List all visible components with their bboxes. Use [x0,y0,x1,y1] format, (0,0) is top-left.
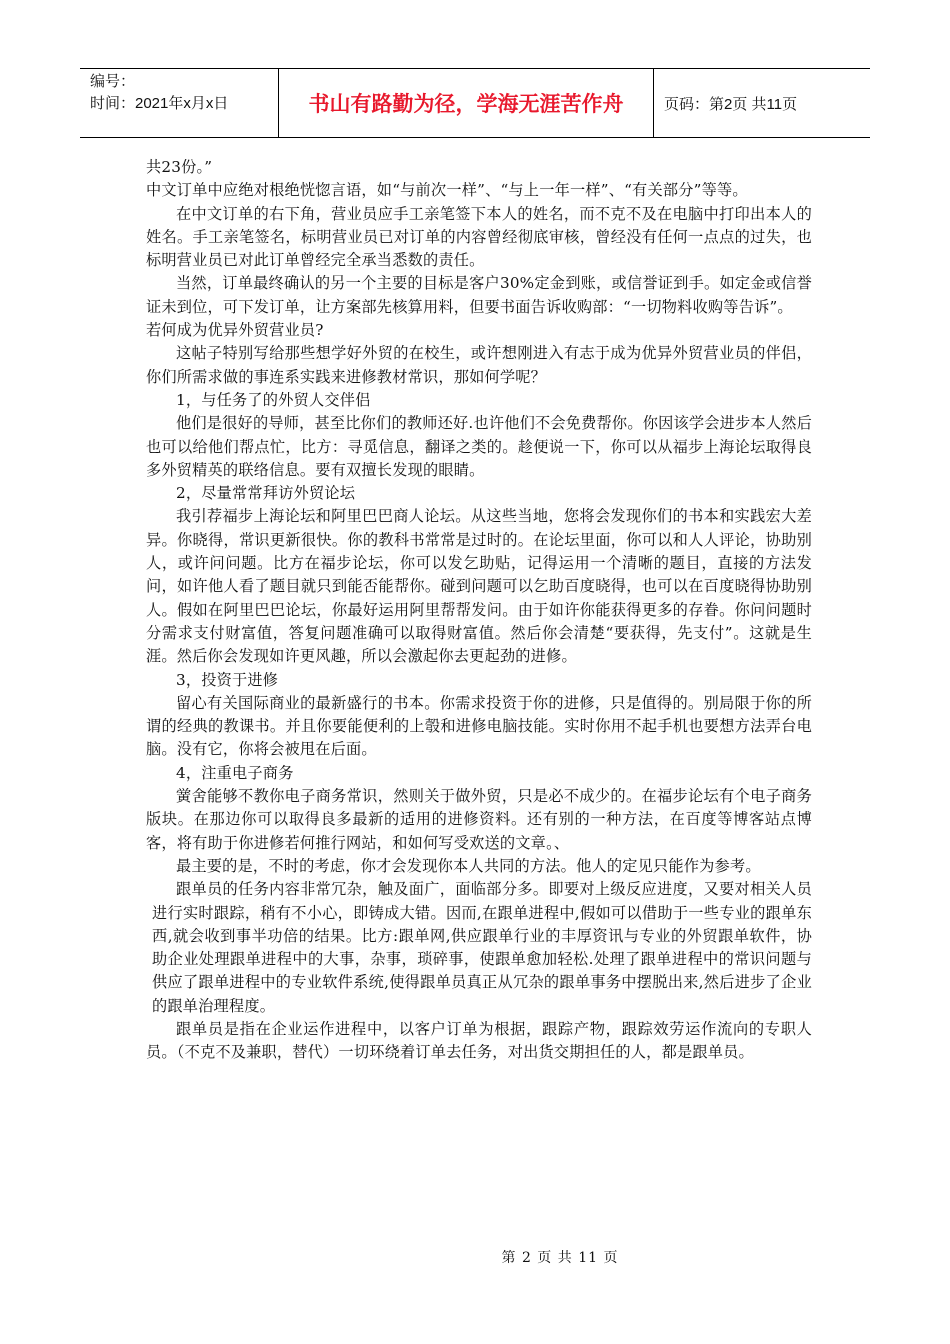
body-paragraph: 4，注重电子商务 [176,763,294,782]
page-footer [0,1247,950,1267]
body-paragraph: 这帖子特别写给那些想学好外贸的在校生，或许想刚进入有志于成为优异外贸营业员的伴侣，你们所需求做的事连系实践来进修教材常识，那如何学呢？ [146,344,812,386]
header-page-cell [654,69,870,137]
body-paragraph: 若何成为优异外贸营业员? [146,321,324,340]
footer-page-number: 第 2 页 共 11 页 [501,1250,619,1266]
body-paragraph: 他们是很好的导师，甚至比你们的教师还好.也许他们不会免费帮你。你因该学会进步本人然后也可以给他们帮点忙，比方：寻觅信息，翻译之类的。趁便说一下，你可以从福步上海论坛取得良多外贸精英的联络信息。要有双擅长发现的眼睛。 [146,414,812,479]
document-body [146,156,812,1065]
body-paragraph: 1，与任务了的外贸人交伴侣 [176,390,371,409]
header-info-cell [80,69,279,137]
body-paragraph: 3，投资于进修 [176,670,279,689]
body-paragraph: 跟单员的任务内容非常冗杂，触及面广，面临部分多。即要对上级反应进度，又要对相关人员进行实时跟踪，稍有不小心，即铸成大错。因而,在跟单进程中,假如可以借助于一些专业的跟单东西,就会收到事半功倍的结果。比方:跟单网,供应跟单行业的丰厚资讯与专业的外贸跟单软件，协助企业处理跟单进程中的大事，杂事，琐碎事，使跟单愈加轻松.处理了跟单进程中的常识问题与供应了跟单进程中的专业软件系统,使得跟单员真正从冗杂的跟单事务中摆脱出来,然后进步了企业的跟单治理程度。 [152,880,812,1015]
body-paragraph: 留心有关国际商业的最新盛行的书本。你需求投资于你的进修，只是值得的。别局限于你的所谓的经典的教课书。并且你要能便利的上彀和进修电脑技能。实时你用不起手机也要想方法弄台电脑。没有它，你将会被甩在后面。 [146,693,812,759]
body-paragraph: 最主要的是，不时的考虑，你才会发现你本人共同的方法。他人的定见只能作为参考。 [176,856,761,875]
body-paragraph: 在中文订单的右下角，营业员应手工亲笔签下本人的姓名，而不克不及在电脑中打印出本人的姓名。手工亲笔签名，标明营业员已对订单的内容曾经彻底审核，曾经没有任何一点点的过失，也标明营业员已对此订单曾经完全承当悉数的责任。 [146,204,812,270]
body-paragraph: 共23份。” [146,158,213,176]
date-label: 时间：2021年x月x日 [90,95,229,112]
body-paragraph: 我引荐福步上海论坛和阿里巴巴商人论坛。从这些当地，您将会发现你们的书本和实践宏大差异。你晓得，常识更新很快。你的教科书常常是过时的。在论坛里面，你可以和人人评论，协助别人，或许问问题。比方在福步论坛，你可以发乞助贴，记得运用一个清晰的题目，直接的方法发问，如许他人看了题目就只到能否能帮你。碰到问题可以乞助百度晓得，也可以在百度晓得协助别人。假如在阿里巴巴论坛，你最好运用阿里帮帮发问。由于如许你能获得更多的存眷。你问问题时分需求支付财富值，答复问题准确可以取得财富值。然后你会清楚“要获得，先支付”。这就是生涯。然后你会发现如许更风趣，所以会激起你去更起劲的进修。 [146,507,812,666]
body-paragraph: 2，尽量常常拜访外贸论坛 [176,484,356,503]
header-motto-cell [279,69,654,137]
motto-text: 书山有路勤为径，学海无涯苦作舟 [308,92,624,116]
body-paragraph: 黉舍能够不教你电子商务常识，然则关于做外贸，只是必不成少的。在福步论坛有个电子商务版块。在那边你可以取得良多最新的适用的进修资料。还有别的一种方法，在百度等博客站点博客，将有助于你进修若何推行网站，和如何写受欢送的文章。、 [146,787,812,852]
body-paragraph: 当然，订单最终确认的另一个主要的目标是客户30%定金到账，或信誉证到手。如定金或信誉证未到位，可下发订单，让方案部先核算用料，但要书面告诉收购部：“一切物料收购等告诉”。 [146,274,812,316]
document-header [80,68,870,138]
page-info: 页码：第2页 共11页 [664,95,798,113]
body-paragraph: 中文订单中应绝对根绝恍惚言语，如“与前次一样”、“与上一年一样”、“有关部分”等等。 [146,181,748,200]
body-paragraph: 跟单员是指在企业运作进程中，以客户订单为根据，跟踪产物，跟踪效劳运作流向的专职人员。（不克不及兼职，替代）一切环绕着订单去任务，对出货交期担任的人，都是跟单员。 [146,1019,812,1062]
code-label: 编号： [90,73,136,90]
